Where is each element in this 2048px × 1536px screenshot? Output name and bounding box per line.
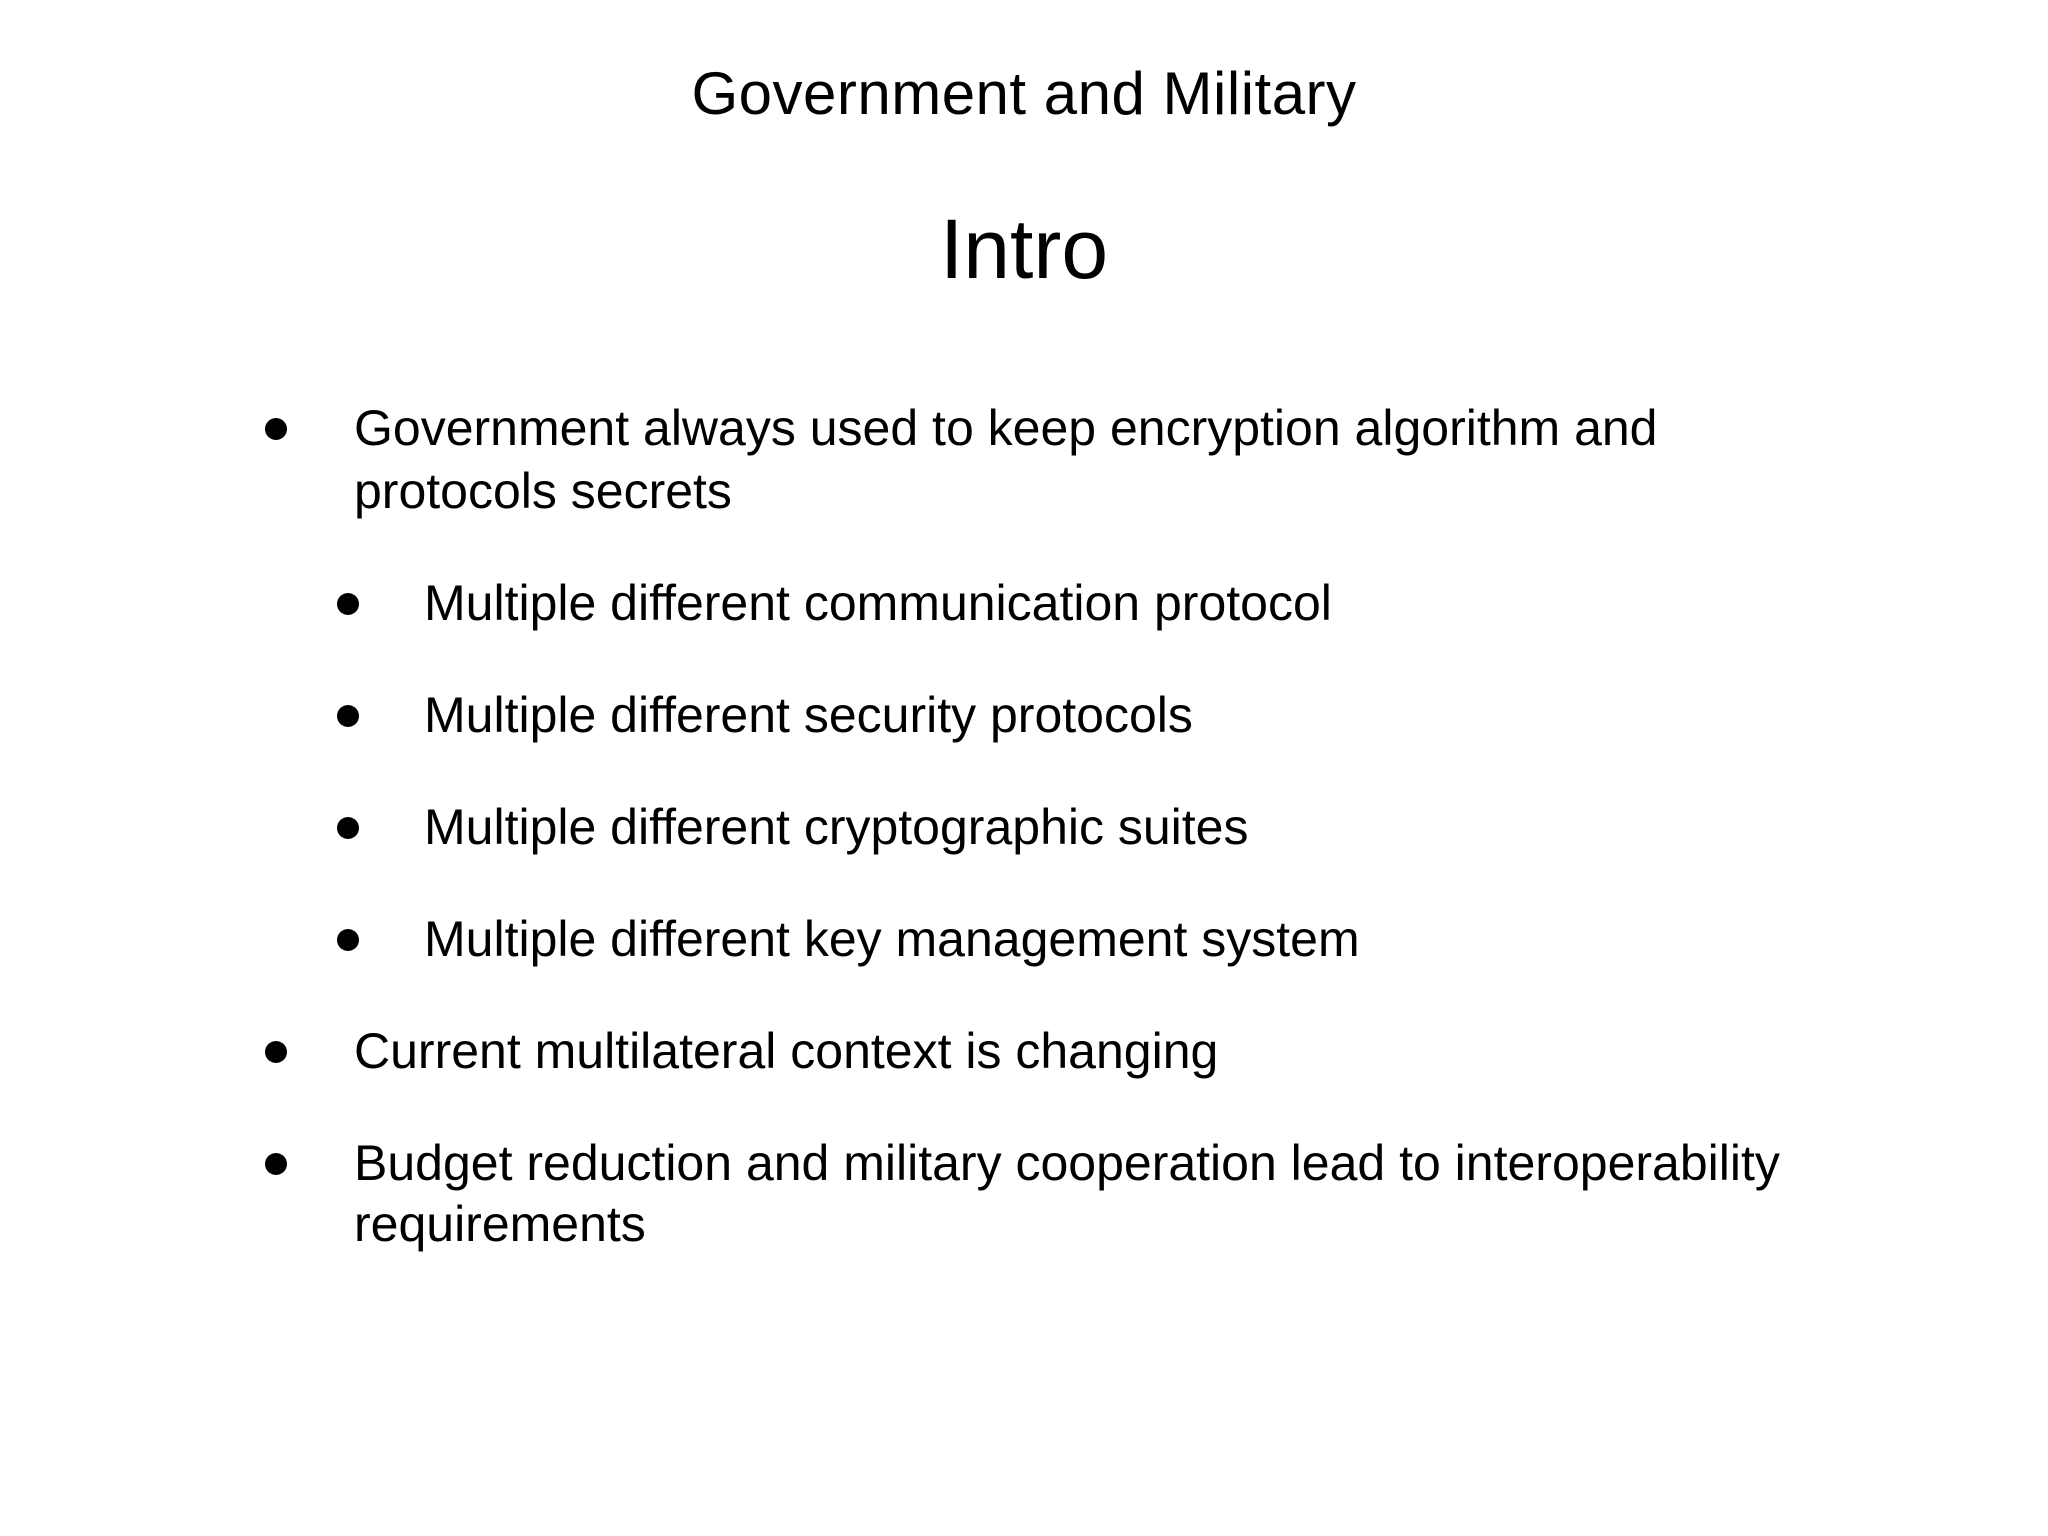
bullet-dot-icon	[337, 593, 359, 615]
bullet-text-line: Current multilateral context is changing	[354, 1023, 1219, 1079]
slide-supertitle: Government and Military	[691, 60, 1357, 127]
bullet-dot-icon	[337, 929, 359, 951]
bullet-dot-icon	[265, 418, 287, 440]
bullet-text-line: Multiple different security protocols	[424, 687, 1193, 743]
bullet-text-line: Government always used to keep encryption algorithm and	[354, 400, 1658, 456]
bullet-text-line: Multiple different cryptographic suites	[424, 799, 1249, 855]
bullet-text-line: Budget reduction and military cooperation lead to interoperability	[354, 1135, 1780, 1191]
bullet-text-line: protocols secrets	[354, 463, 732, 519]
bullet-text-line: requirements	[354, 1196, 646, 1252]
bullet-text-line: Multiple different communication protocol	[424, 575, 1332, 631]
bullet-dot-icon	[337, 817, 359, 839]
bullet-dot-icon	[337, 705, 359, 727]
slide-title: Intro	[939, 202, 1109, 296]
bullet-dot-icon	[265, 1153, 287, 1175]
bullet-dot-icon	[265, 1041, 287, 1063]
bullet-text-line: Multiple different key management system	[424, 911, 1360, 967]
